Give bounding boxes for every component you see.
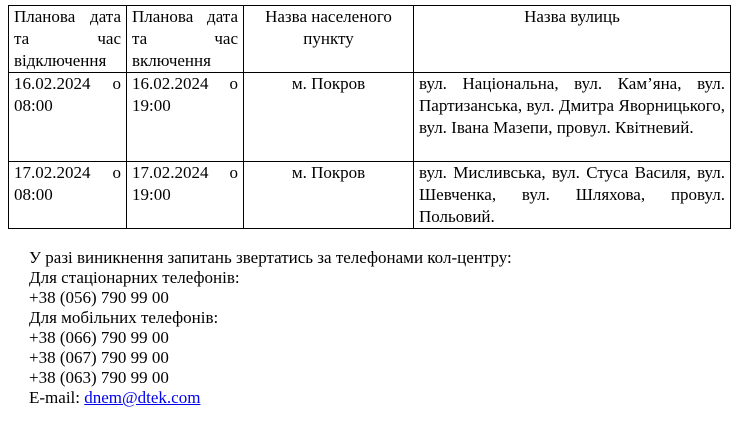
email-link[interactable]: dnem@dtek.com <box>84 388 201 407</box>
header-outage-start: Планова дата та час відключення <box>9 6 127 73</box>
contact-intro: У разі виникнення запитань звертатись за телефонами кол-центру: <box>29 248 512 267</box>
cell-outage-end: 16.02.2024 о 19:00 <box>127 73 244 162</box>
cell-streets: вул. Національна, вул. Кам’яна, вул. Партизанська, вул. Дмитра Яворницького, вул. Івана Мазепи, провул. Квітневий. <box>414 73 731 162</box>
cell-streets: вул. Мисливська, вул. Стуса Василя, вул. Шевченка, вул. Шляхова, провул. Польовий. <box>414 162 731 229</box>
email-line <box>29 388 512 408</box>
header-settlement: Назва населеного пункту <box>244 6 414 73</box>
cell-outage-start: 16.02.2024 о 08:00 <box>9 73 127 162</box>
outage-schedule-table <box>8 5 731 229</box>
header-outage-end: Планова дата та час включення <box>127 6 244 73</box>
mobile-phone: +38 (066) 790 99 00 <box>29 328 169 347</box>
landline-label: Для стаціонарних телефонів: <box>29 268 240 287</box>
cell-settlement: м. Покров <box>244 162 414 229</box>
email-label: E-mail: <box>29 388 85 407</box>
mobile-phone: +38 (067) 790 99 00 <box>29 348 169 367</box>
cell-settlement: м. Покров <box>244 73 414 162</box>
cell-outage-end: 17.02.2024 о 19:00 <box>127 162 244 229</box>
table-header-row <box>9 6 731 73</box>
mobile-phone: +38 (063) 790 99 00 <box>29 368 169 387</box>
header-streets: Назва вулиць <box>414 6 731 73</box>
table-row <box>9 73 731 162</box>
cell-outage-start: 17.02.2024 о 08:00 <box>9 162 127 229</box>
landline-phone: +38 (056) 790 99 00 <box>29 288 169 307</box>
mobile-label: Для мобільних телефонів: <box>29 308 219 327</box>
contact-info <box>29 248 512 408</box>
table-row <box>9 162 731 229</box>
